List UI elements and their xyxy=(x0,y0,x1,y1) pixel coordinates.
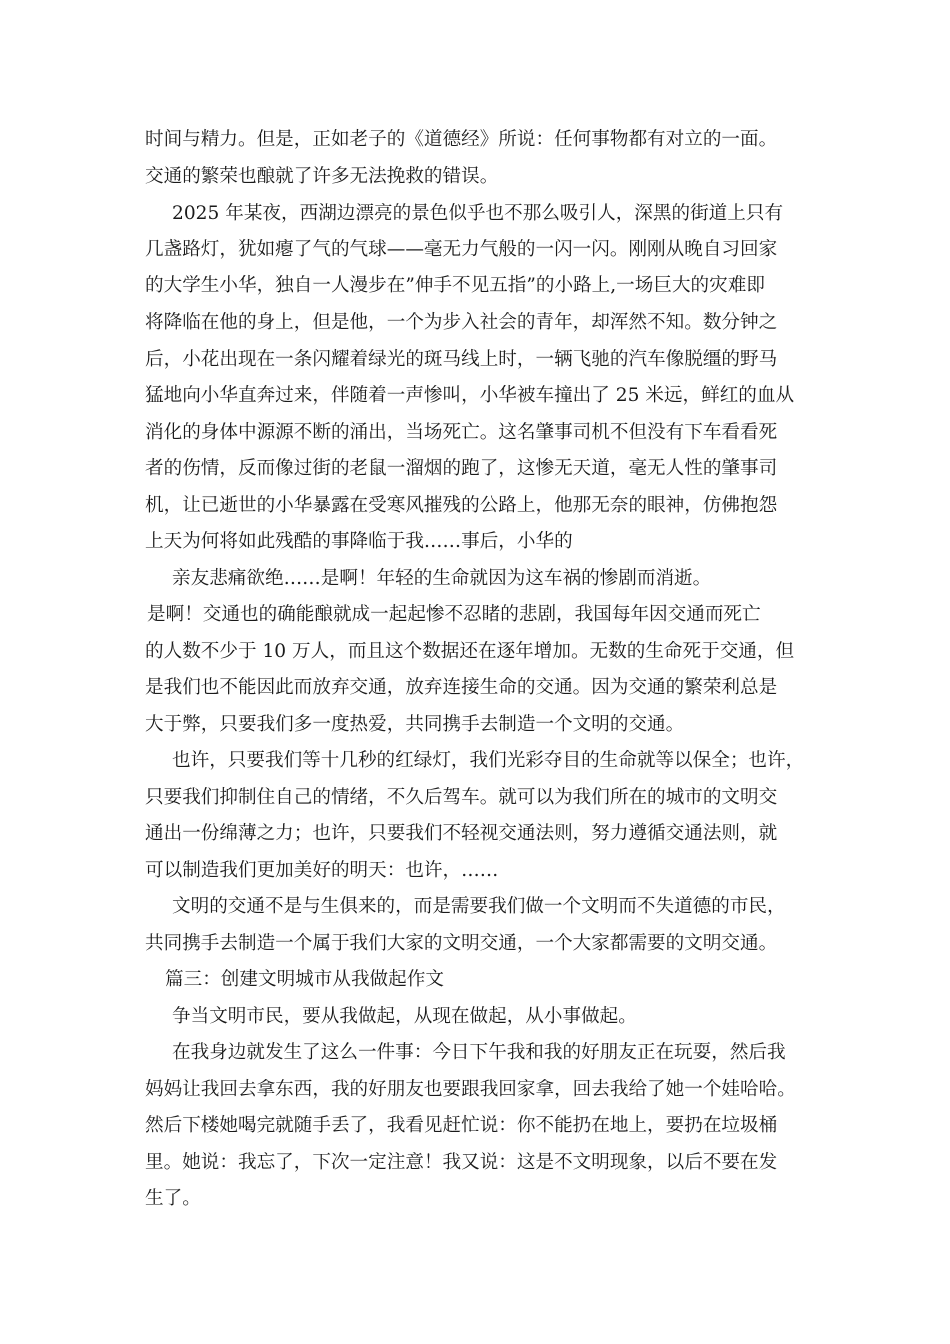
text-line: 2025 年某夜，西湖边漂亮的景色似乎也不那么吸引人，深黑的街道上只有 xyxy=(172,203,784,224)
text-line: 是我们也不能因此而放弃交通，放弃连接生命的交通。因为交通的繁荣利总是 xyxy=(145,677,778,698)
text-line: 大于弊，只要我们多一度热爱，共同携手去制造一个文明的交通。 xyxy=(145,714,685,735)
text-line: 的人数不少于 10 万人，而且这个数据还在逐年增加。无数的生命死于交通，但 xyxy=(145,641,795,662)
text-line: 消化的身体中源源不断的涌出，当场死亡。这名肇事司机不但没有下车看看死 xyxy=(145,422,778,443)
text-line: 争当文明市民，要从我做起，从现在做起，从小事做起。 xyxy=(172,1006,637,1027)
text-line: 可以制造我们更加美好的明天：也许，…… xyxy=(145,860,499,881)
text-line: 生了。 xyxy=(145,1188,201,1209)
text-line: 机，让已逝世的小华暴露在受寒风摧残的公路上，他那无奈的眼神，仿佛抱怨 xyxy=(145,495,778,516)
text-line: 上天为何将如此残酷的事降临于我……事后，小华的 xyxy=(145,531,573,552)
text-line: 也许，只要我们等十几秒的红绿灯，我们光彩夺目的生命就等以保全；也许， xyxy=(172,750,805,771)
text-line: 是啊！交通也的确能酿就成一起起惨不忍睹的悲剧，我国每年因交通而死亡 xyxy=(147,604,761,625)
section-heading: 篇三：创建文明城市从我做起作文 xyxy=(165,969,444,990)
text-line: 妈妈让我回去拿东西，我的好朋友也要跟我回家拿，回去我给了她一个娃哈哈。 xyxy=(145,1079,796,1100)
text-line: 后，小花出现在一条闪耀着绿光的斑马线上时，一辆飞驰的汽车像脱缰的野马 xyxy=(145,349,778,370)
text-line: 时间与精力。但是，正如老子的《道德经》所说：任何事物都有对立的一面。 xyxy=(145,129,778,150)
text-line: 几盏路灯，犹如瘪了气的气球——毫无力气般的一闪一闪。刚刚从晚自习回家 xyxy=(145,239,778,260)
text-line: 亲友悲痛欲绝……是啊！年轻的生命就因为这车祸的惨剧而消逝。 xyxy=(172,568,712,589)
text-line: 里。她说：我忘了，下次一定注意！我又说：这是不文明现象，以后不要在发 xyxy=(145,1152,778,1173)
text-line: 通出一份绵薄之力；也许，只要我们不轻视交通法则，努力遵循交通法则，就 xyxy=(145,823,778,844)
text-line: 只要我们抑制住自己的情绪，不久后驾车。就可以为我们所在的城市的文明交 xyxy=(145,787,778,808)
text-line: 者的伤情，反而像过街的老鼠一溜烟的跑了，这惨无天道，毫无人性的肇事司 xyxy=(145,458,778,479)
text-line: 猛地向小华直奔过来，伴随着一声惨叫，小华被车撞出了 25 米远，鲜红的血从 xyxy=(145,385,795,406)
text-line: 文明的交通不是与生俱来的，而是需要我们做一个文明而不失道德的市民， xyxy=(172,896,786,917)
text-line: 的大学生小华，独自一人漫步在”伸手不见五指”的小路上,一场巨大的灾难即 xyxy=(145,275,765,296)
text-line: 在我身边就发生了这么一件事：今日下午我和我的好朋友正在玩耍，然后我 xyxy=(172,1042,786,1063)
text-line: 然后下楼她喝完就随手丢了，我看见赶忙说：你不能扔在地上，要扔在垃圾桶 xyxy=(145,1115,778,1136)
text-line: 将降临在他的身上，但是他，一个为步入社会的青年，却浑然不知。数分钟之 xyxy=(145,312,778,333)
text-line: 共同携手去制造一个属于我们大家的文明交通，一个大家都需要的文明交通。 xyxy=(145,933,778,954)
text-line: 交通的繁荣也酿就了许多无法挽救的错误。 xyxy=(145,166,499,187)
